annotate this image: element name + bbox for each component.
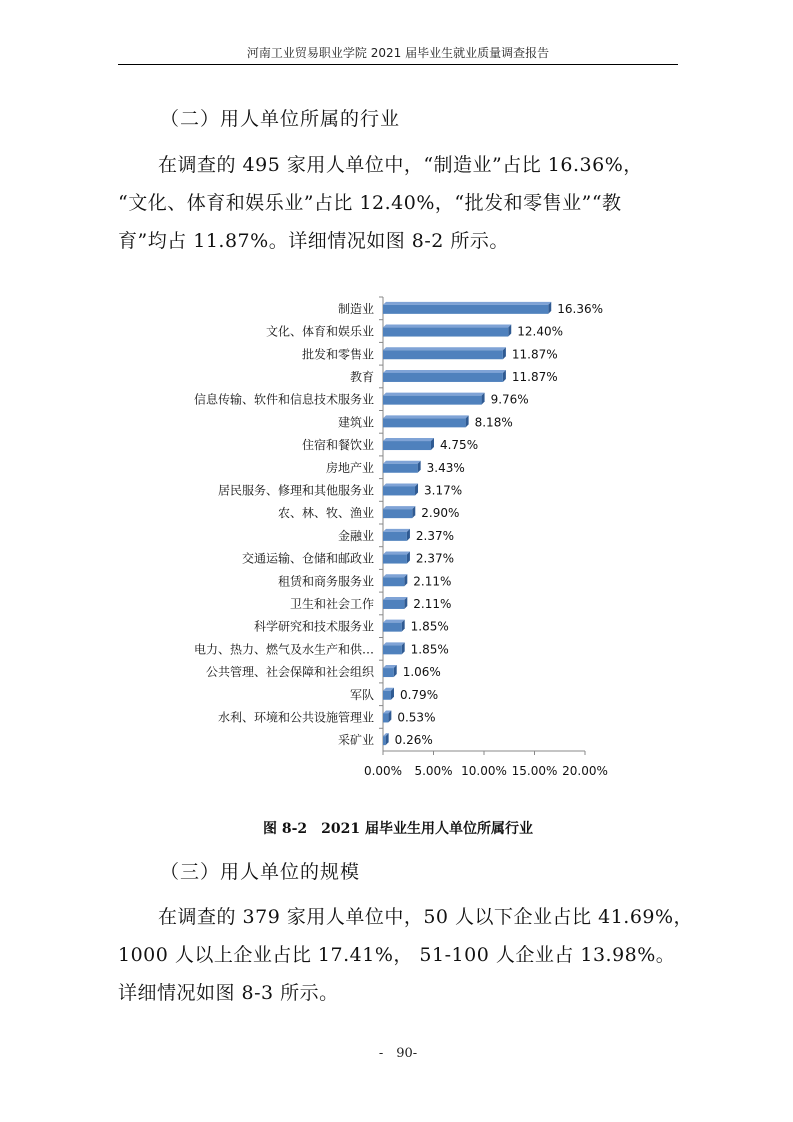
data-label: 0.79% — [399, 687, 439, 702]
bar-top-face — [383, 597, 407, 600]
bar-top-face — [383, 506, 415, 509]
category-label: 军队 — [349, 687, 374, 702]
category-label: 文化、体育和娱乐业 — [265, 324, 374, 339]
figure-caption: 图 8-2 2021 届毕业生用人单位所属行业 — [262, 821, 533, 837]
bar-top-face — [383, 325, 511, 328]
bar — [383, 350, 503, 359]
paragraph-scale — [118, 898, 694, 1012]
page-header: 河南工业贸易职业学院 2021 届毕业生就业质量调查报告 — [246, 46, 550, 60]
bar-top-face — [383, 347, 506, 350]
bar — [383, 600, 404, 609]
bar — [383, 668, 394, 677]
data-label: 12.40% — [517, 324, 564, 339]
data-label: 1.06% — [402, 665, 441, 680]
category-label: 教育 — [349, 369, 374, 384]
bar — [383, 645, 402, 654]
category-label: 金融业 — [337, 528, 374, 543]
paragraph-industry — [118, 146, 678, 260]
data-label: 9.76% — [490, 392, 529, 407]
data-label: 2.37% — [415, 528, 455, 543]
bar — [383, 328, 508, 337]
bar — [383, 623, 402, 632]
category-label: 住宿和餐饮业 — [301, 438, 374, 453]
data-label: 2.11% — [413, 596, 452, 611]
category-label: 居民服务、修理和其他服务业 — [217, 483, 374, 498]
data-label: 11.87% — [511, 347, 558, 362]
bar-top-face — [383, 529, 410, 532]
data-label: 4.75% — [439, 438, 479, 453]
paragraph-line: “文化、体育和娱乐业”占比 12.40%，“批发和零售业”“教 — [118, 192, 622, 214]
category-label: 卫生和社会工作 — [289, 596, 374, 611]
bar — [383, 691, 391, 700]
data-label: 1.85% — [410, 642, 449, 657]
category-label: 公共管理、社会保障和社会组织 — [205, 665, 374, 680]
bar — [383, 736, 386, 745]
bar — [383, 713, 388, 722]
data-label: 0.53% — [397, 710, 436, 725]
data-label: 3.43% — [426, 460, 465, 475]
category-label: 电力、热力、燃气及水生产和供… — [193, 642, 374, 657]
data-label: 2.90% — [421, 506, 460, 521]
bar — [383, 305, 548, 314]
section-heading-scale: （三）用人单位的规模 — [160, 861, 361, 883]
header-rule — [118, 64, 678, 65]
data-label: 0.26% — [394, 733, 433, 748]
category-label: 交通运输、仓储和邮政业 — [241, 551, 374, 566]
bar — [383, 509, 412, 518]
bar-top-face — [383, 574, 407, 577]
category-label: 水利、环境和公共设施管理业 — [217, 710, 374, 725]
bar — [383, 577, 404, 586]
paragraph-line: 1000 人以上企业占比 17.41%， 51-100 人企业占 13.98%。 — [118, 944, 676, 966]
data-label: 8.18% — [474, 415, 513, 430]
x-tick-label: 15.00% — [511, 764, 558, 778]
bar — [383, 373, 503, 382]
data-label: 2.11% — [413, 574, 452, 589]
bar-top-face — [383, 642, 405, 645]
data-label: 2.37% — [415, 551, 455, 566]
data-label: 11.87% — [511, 369, 558, 384]
section-heading-industry: （二）用人单位所属的行业 — [160, 108, 401, 130]
category-label: 农、林、牧、渔业 — [277, 506, 374, 521]
bar-top-face — [383, 415, 469, 418]
bar-top-face — [383, 393, 485, 396]
category-label: 信息传输、软件和信息技术服务业 — [193, 392, 374, 407]
x-tick-label: 0.00% — [363, 764, 403, 778]
bar — [383, 555, 407, 564]
bar-top-face — [383, 370, 506, 373]
data-label: 16.36% — [557, 301, 604, 316]
industry-bar-chart — [150, 292, 650, 792]
bar — [383, 418, 466, 427]
bar — [383, 486, 415, 495]
paragraph-line: 在调查的 495 家用人单位中，“制造业”占比 16.36%， — [158, 154, 643, 176]
bar-top-face — [383, 483, 418, 486]
paragraph-line: 育”均占 11.87%。详细情况如图 8-2 所示。 — [118, 230, 509, 252]
category-label: 采矿业 — [337, 733, 374, 748]
x-tick-label: 10.00% — [461, 764, 507, 778]
bar-top-face — [383, 438, 434, 441]
data-label: 1.85% — [410, 619, 449, 634]
bar — [383, 441, 431, 450]
page-number: - 90- — [378, 1046, 418, 1061]
category-label: 房地产业 — [325, 460, 374, 475]
bar-top-face — [383, 620, 405, 623]
bar — [383, 532, 407, 541]
category-label: 科学研究和技术服务业 — [253, 619, 374, 634]
x-tick-label: 20.00% — [562, 764, 608, 778]
x-tick-label: 5.00% — [414, 764, 453, 778]
bar-top-face — [383, 461, 421, 464]
paragraph-line: 详细情况如图 8-3 所示。 — [118, 982, 339, 1004]
category-label: 批发和零售业 — [301, 347, 374, 362]
bar — [383, 464, 418, 473]
category-label: 租赁和商务服务业 — [277, 574, 374, 589]
bar-top-face — [383, 302, 551, 305]
bar — [383, 396, 482, 405]
paragraph-line: 在调查的 379 家用人单位中，50 人以下企业占比 41.69%， — [158, 906, 694, 928]
category-label: 建筑业 — [337, 415, 374, 430]
bar-top-face — [383, 552, 410, 555]
data-label: 3.17% — [424, 483, 463, 498]
category-label: 制造业 — [337, 301, 374, 316]
